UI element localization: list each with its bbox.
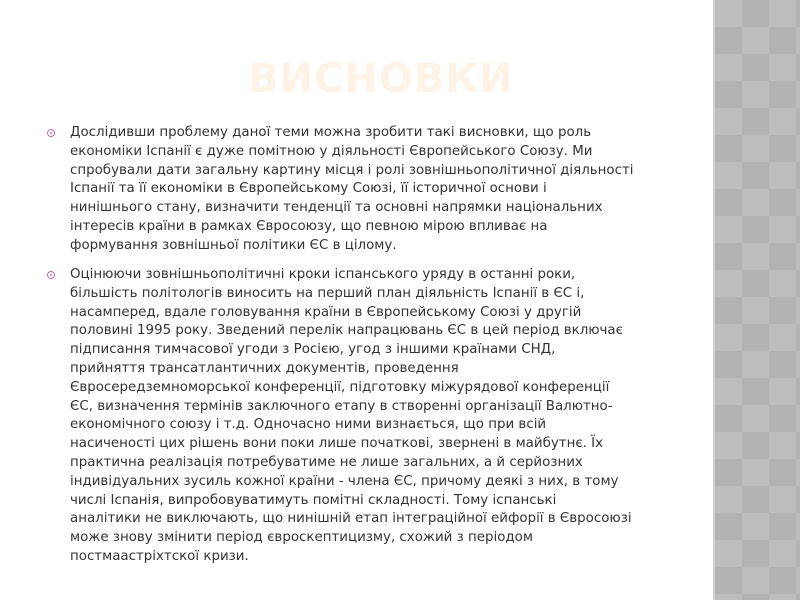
slide-title: ВИСНОВКИ: [248, 56, 514, 102]
bullet-paragraph-2: [70, 266, 632, 567]
paragraph-line: аналітики не виключають, що нинішній етап інтеграційної ейфорії в Євросоюзі: [70, 511, 632, 527]
paragraph-line: Оцінюючи зовнішньополітичні кроки іспанського уряду в останні роки,: [70, 267, 576, 282]
paragraph-line: формування зовнішньої політики ЄС в цілому.: [70, 237, 397, 253]
paragraph-line: підписання тимчасової угоди з Росією, угод з іншими країнами СНД,: [70, 342, 556, 358]
paragraph-line: більшість політологів виносить на перший план діяльність Іспанії в ЄС і,: [70, 285, 585, 301]
paragraph-line: прийняття трансатлантичних документів, проведення: [70, 360, 459, 376]
paragraph-line: спробували дати загальну картину місця і ролі зовнішньополітичної діяльності: [70, 162, 634, 178]
paragraph-line: насиченості цих рішень вони поки лише початкові, звернені в майбутнє. Їх: [70, 436, 604, 452]
paragraph-line: нинішнього стану, визначити тенденції та основні напрямки національних: [70, 200, 603, 216]
paragraph-line: може знову змінити період євроскептицизму, схожий з періодом: [70, 530, 533, 546]
bullet-icon: [47, 129, 55, 137]
decorative-side-stripe: [713, 0, 800, 600]
paragraph-line: економічного союзу і т.д. Одночасно ними визнається, що при всій: [70, 417, 547, 433]
paragraph-line: постмаастріхтскої кризи.: [70, 548, 249, 564]
bullet-icon: [47, 271, 55, 279]
bullet-paragraph-1: [70, 124, 634, 256]
paragraph-line: Євросередземноморської конференції, підготовку міжурядової конференції: [70, 379, 610, 395]
paragraph-line: індивідуальних зусиль кожної країни - члена ЄС, причому деякі з них, в тому: [70, 473, 619, 489]
paragraph-line: Іспанії та її економіки в Європейському Союзі, її історичної основи і: [70, 181, 547, 197]
paragraph-line: Дослідивши проблему даної теми можна зробити такі висновки, що роль: [70, 125, 592, 140]
paragraph-line: ЄС, визначення термінів заключного етапу в створенні організації Валютно-: [70, 398, 613, 414]
paragraph-line: економіки Іспанії є дуже помітною у діяльності Європейського Союзу. Ми: [70, 143, 593, 159]
paragraph-line: насамперед, вдале головування країни в Європейському Союзі у другій: [70, 304, 582, 320]
paragraph-line: половині 1995 року. Зведений перелік напрацювань ЄС в цей період включає: [70, 323, 623, 339]
paragraph-line: практична реалізація потребуватиме не лише загальних, а й серйозних: [70, 454, 583, 470]
paragraph-line: числі Іспанія, випробовуватимуть помітні складності. Тому іспанські: [70, 492, 557, 508]
paragraph-line: інтересів країни в рамках Євросоюзу, що певною мірою впливає на: [70, 218, 548, 234]
